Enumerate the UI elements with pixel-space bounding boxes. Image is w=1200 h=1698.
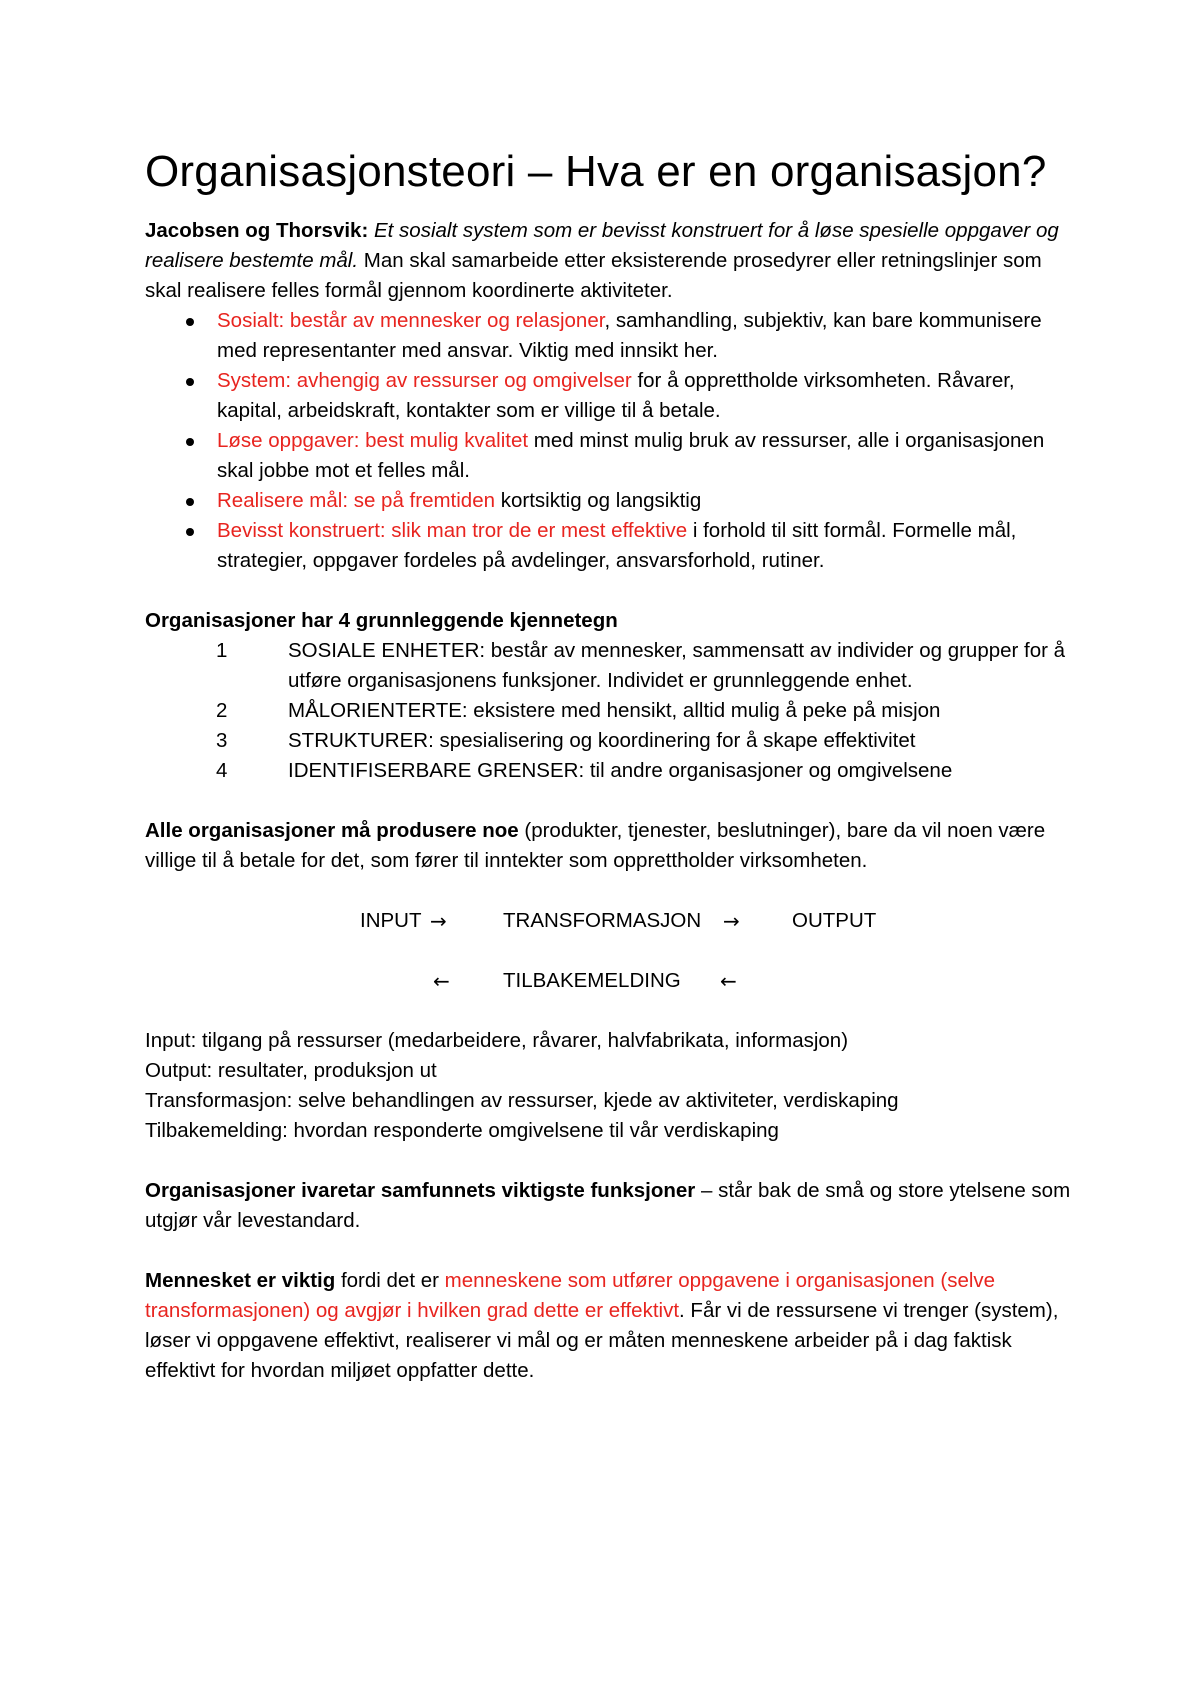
flow-input-label: INPUT	[360, 909, 422, 932]
bullet-text: kortsiktig og langsiktig	[495, 489, 702, 512]
definition-line: Tilbakemelding: hvordan responderte omgivelsene til vår verdiskaping	[145, 1119, 779, 1142]
characteristic-number: 2	[216, 699, 228, 722]
page-title: Organisasjonsteori – Hva er en organisasjon?	[145, 147, 1047, 196]
produce-bold: Alle organisasjoner må produsere noe	[145, 819, 519, 842]
characteristic-number: 4	[216, 759, 228, 782]
human-highlight: menneskene som utfører oppgavene i organisasjonen (selve transformasjonen) og avgjør i hvilken grad dette er effektivt	[145, 1269, 996, 1322]
bullet-highlight: Realisere mål: se på fremtiden	[217, 489, 496, 512]
bullet-text: med minst mulig bruk av ressurser, alle i organisasjonen skal jobbe mot et felles mål.	[217, 429, 1045, 482]
arrow-right-icon: →	[430, 909, 447, 933]
bullet-dot-icon	[186, 528, 194, 536]
definition-line: Output: resultater, produksjon ut	[145, 1059, 437, 1082]
bullet-highlight: Sosialt: består av mennesker og relasjoner	[217, 309, 605, 332]
bullet-text: , samhandling, subjektiv, kan bare kommunisere med representanter med ansvar. Viktig med innsikt her.	[217, 309, 1042, 362]
intro-definition: Et sosialt system som er bevisst konstruert for å løse spesielle oppgaver og realisere bestemte mål.	[145, 219, 1059, 272]
spacer	[145, 576, 1075, 606]
spacer	[145, 936, 1075, 966]
human-bold: Mennesket er viktig	[145, 1269, 336, 1292]
feature-bullet-list	[145, 306, 1075, 576]
spacer	[145, 1146, 1075, 1176]
bullet-dot-icon	[186, 318, 194, 326]
human-mid: fordi det er	[335, 1269, 445, 1292]
spacer	[145, 786, 1075, 816]
characteristic-text: MÅLORIENTERTE: eksistere med hensikt, alltid mulig å peke på misjon	[288, 699, 941, 722]
flow-row-forward	[145, 906, 1075, 936]
society-text: – står bak de små og store ytelsene som utgjør vår levestandard.	[145, 1179, 1071, 1232]
produce-text: (produkter, tjenester, beslutninger), bare da vil noen være villige til å betale for det, som fører til inntekter som opprettholder virksomheten.	[145, 819, 1046, 872]
intro-text: Man skal samarbeide etter eksisterende prosedyrer eller retningslinjer som skal realisere felles formål gjennom koordinerte aktiviteter.	[145, 249, 1042, 302]
characteristics-list	[145, 636, 1075, 786]
society-bold: Organisasjoner ivaretar samfunnets viktigste funksjoner	[145, 1179, 696, 1202]
spacer	[145, 996, 1075, 1026]
characteristic-item	[145, 696, 1075, 726]
human-paragraph	[145, 1266, 1075, 1386]
characteristic-text: IDENTIFISERBARE GRENSER: til andre organisasjoner og omgivelsene	[288, 759, 953, 782]
arrow-left-icon: ←	[433, 969, 450, 993]
bullet-item	[217, 306, 1075, 366]
flow-feedback-label: TILBAKEMELDING	[503, 969, 681, 992]
characteristic-item	[145, 726, 1075, 756]
arrow-left-icon: ←	[720, 969, 737, 993]
characteristic-number: 1	[216, 639, 228, 662]
bullet-text: for å opprettholde virksomheten. Råvarer, kapital, arbeidskraft, kontakter som er villige til å betale.	[217, 369, 1015, 422]
intro-author: Jacobsen og Thorsvik:	[145, 219, 369, 242]
bullet-item	[217, 486, 1075, 516]
bullet-dot-icon	[186, 378, 194, 386]
characteristic-number: 3	[216, 729, 228, 752]
characteristic-item	[145, 756, 1075, 786]
document-page	[145, 142, 1075, 1386]
bullet-item	[217, 516, 1075, 576]
characteristics-heading: Organisasjoner har 4 grunnleggende kjennetegn	[145, 609, 618, 632]
spacer	[145, 1236, 1075, 1266]
characteristic-text: STRUKTURER: spesialisering og koordinering for å skape effektivitet	[288, 729, 916, 752]
bullet-highlight: System: avhengig av ressurser og omgivelser	[217, 369, 632, 392]
flow-output-label: OUTPUT	[792, 909, 877, 932]
society-paragraph	[145, 1176, 1075, 1236]
intro-paragraph	[145, 216, 1075, 306]
spacer	[145, 876, 1075, 906]
bullet-highlight: Bevisst konstruert: slik man tror de er mest effektive	[217, 519, 688, 542]
definition-line: Transformasjon: selve behandlingen av ressurser, kjede av aktiviteter, verdiskaping	[145, 1089, 899, 1112]
arrow-right-icon: →	[723, 909, 740, 933]
bullet-dot-icon	[186, 438, 194, 446]
bullet-text: i forhold til sitt formål. Formelle mål, strategier, oppgaver fordeles på avdelinger, ansvarsforhold, rutiner.	[217, 519, 1017, 572]
characteristic-text: SOSIALE ENHETER: består av mennesker, sammensatt av individer og grupper for å utføre organisasjonens funksjoner. Individet er grunnleggende enhet.	[288, 639, 1066, 692]
bullet-highlight: Løse oppgaver: best mulig kvalitet	[217, 429, 529, 452]
human-text: . Får vi de ressursene vi trenger (system), løser vi oppgavene effektivt, realiserer vi mål og er måten menneskene arbeider på i dag faktisk effektivt for hvordan miljøet oppfatter dette.	[145, 1299, 1059, 1382]
flow-row-feedback	[145, 966, 1075, 996]
definition-line: Input: tilgang på ressurser (medarbeidere, råvarer, halvfabrikata, informasjon)	[145, 1029, 849, 1052]
bullet-item	[217, 366, 1075, 426]
characteristic-item	[145, 636, 1075, 696]
produce-paragraph	[145, 816, 1075, 876]
flow-transformation-label: TRANSFORMASJON	[503, 909, 702, 932]
bullet-item	[217, 426, 1075, 486]
bullet-dot-icon	[186, 498, 194, 506]
